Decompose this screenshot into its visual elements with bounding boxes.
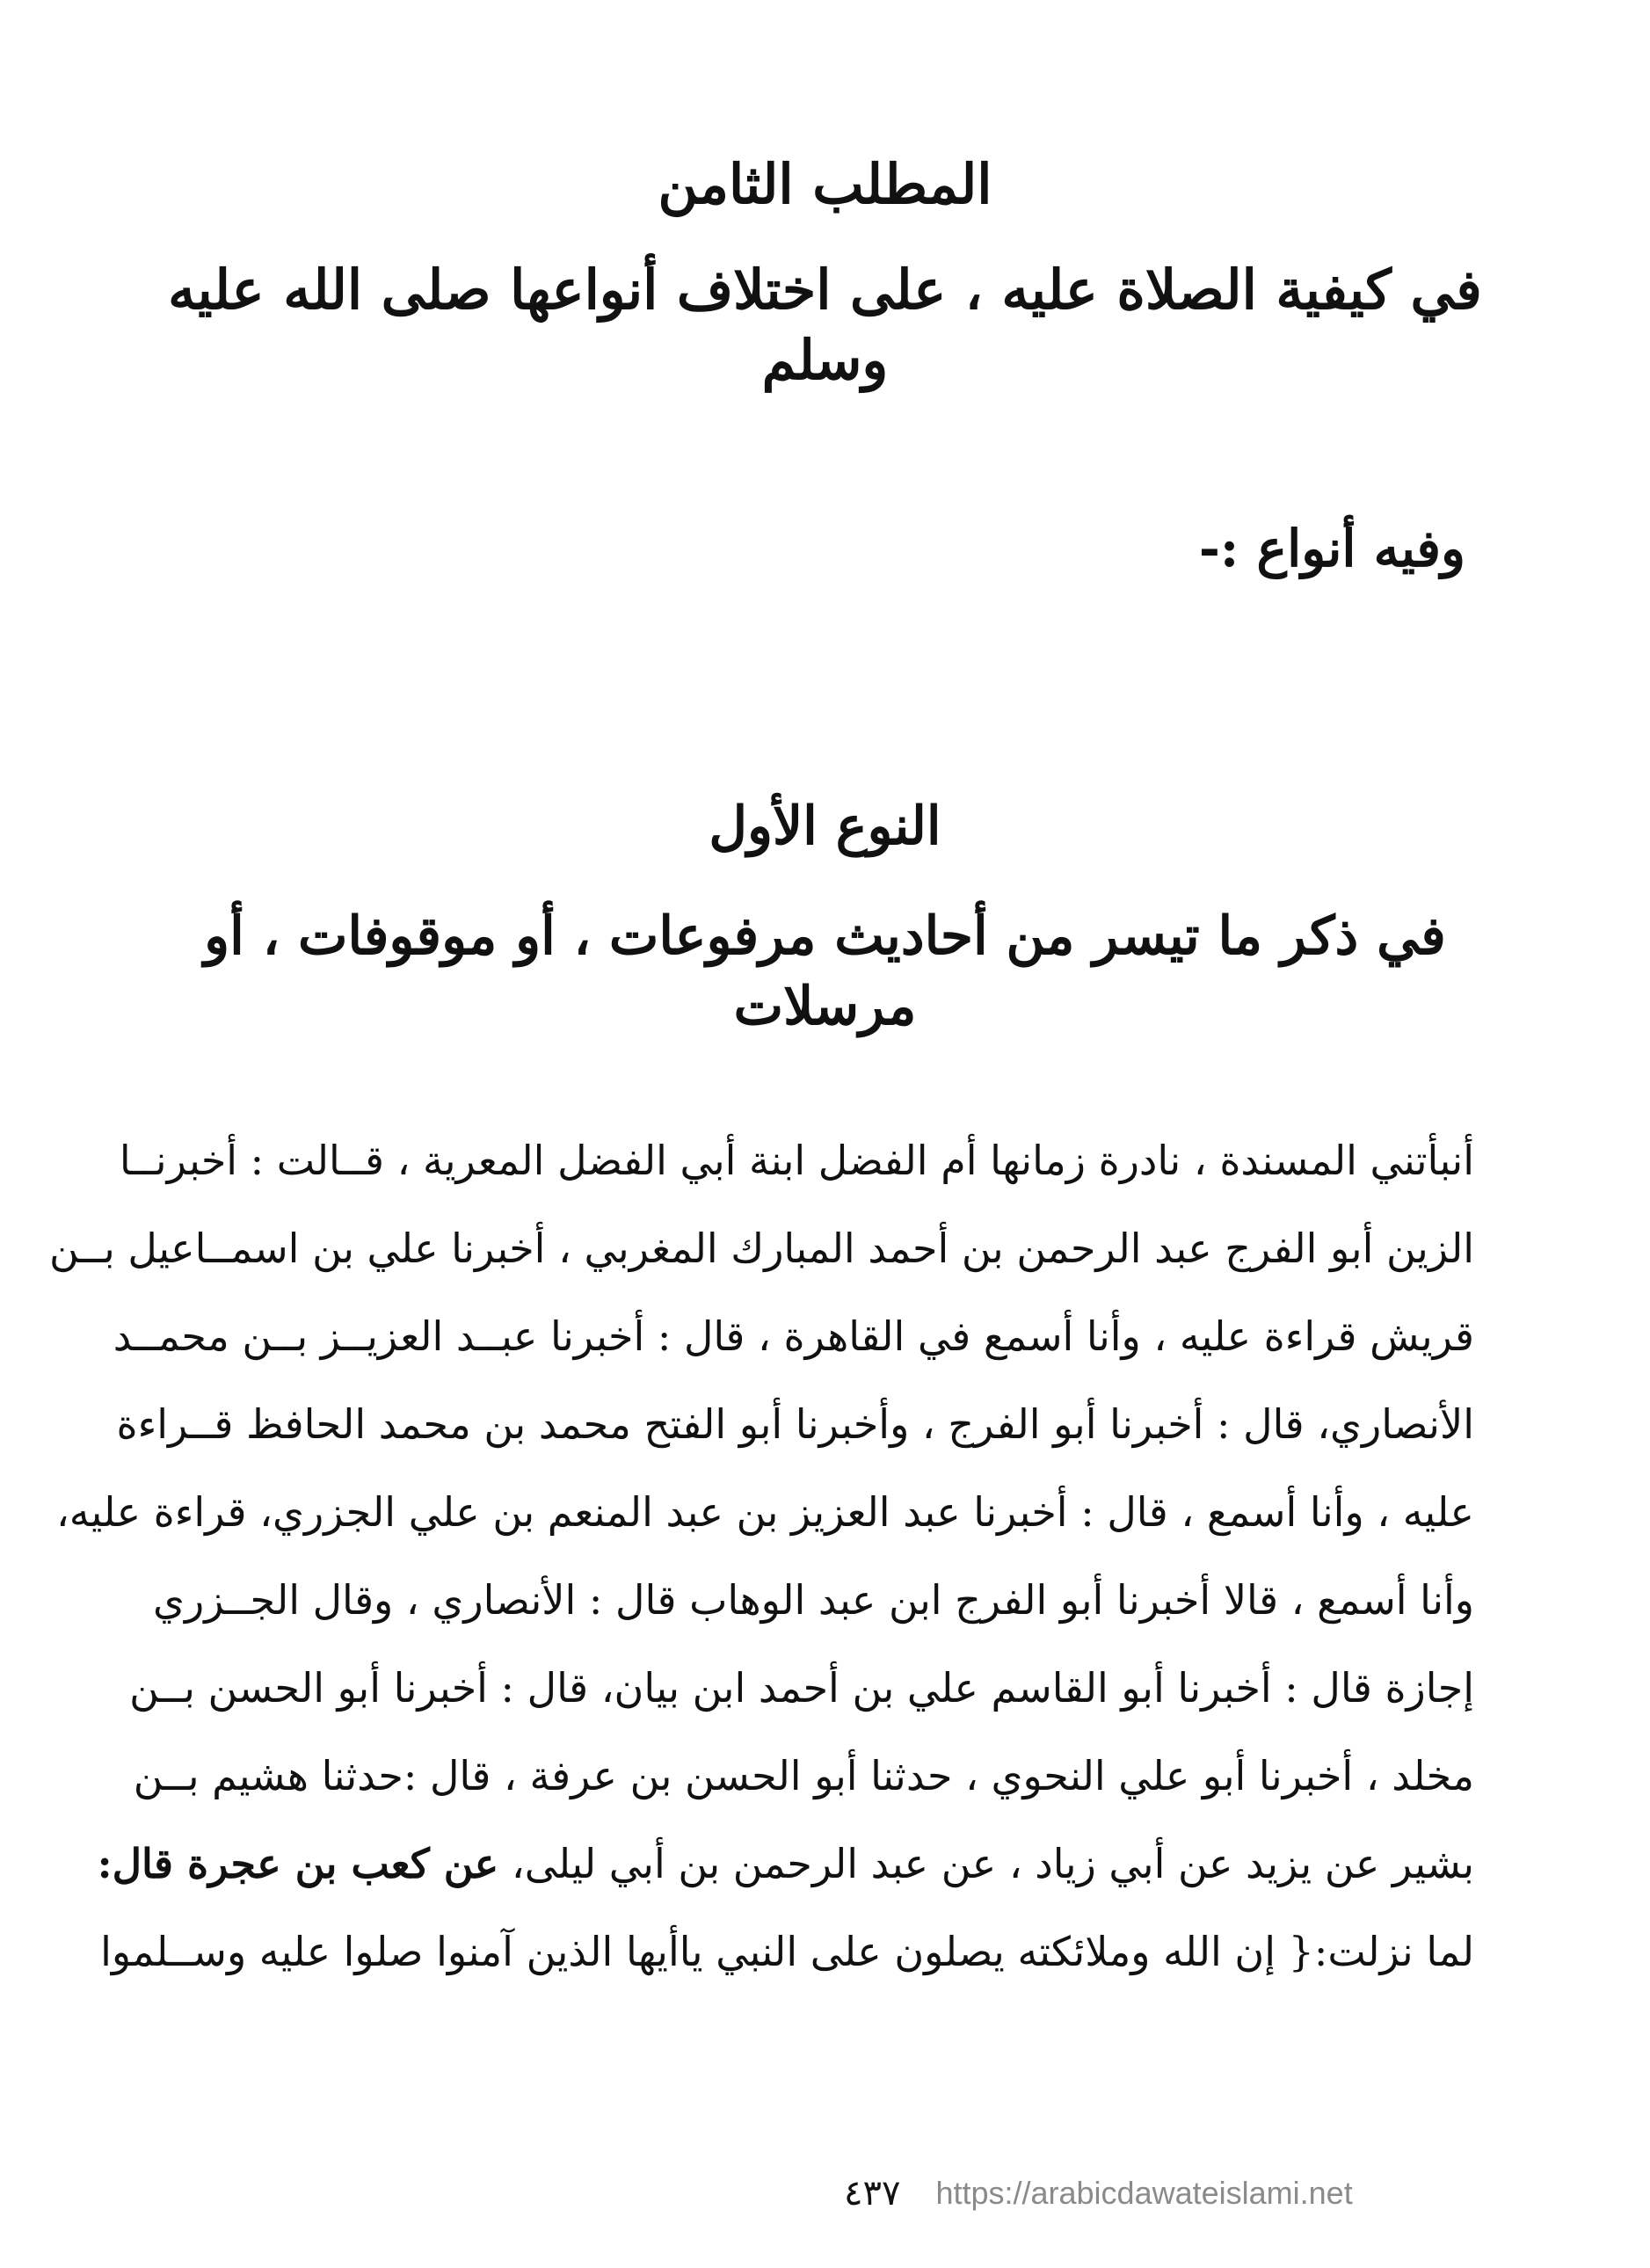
- type-one-title: النوع الأول: [709, 796, 941, 857]
- body-line-2: الزين أبو الفرج عبد الرحمن بن أحمد المبارك المغربي ، أخبرنا علي بن اسمــاعيل بــن: [49, 1225, 1474, 1272]
- body-line-9-bold-text: عن كعب بن عجرة قال:: [97, 1840, 499, 1887]
- watermark: https://arabicdawateislami.net: [935, 2175, 1353, 2211]
- body-line-1: أنبأتني المسندة ، نادرة زمانها أم الفضل ابنة أبي الفضل المعرية ، قــالت : أخبرنــا: [119, 1137, 1474, 1184]
- body-line-10: لما نزلت:{ إن الله وملائكته يصلون على النبي ياأيها الذين آمنوا صلوا عليه وســلموا: [100, 1928, 1474, 1975]
- body-line-4: الأنصاري، قال : أخبرنا أبو الفرج ، وأخبرنا أبو الفتح محمد بن محمد الحافظ قــراءة: [116, 1400, 1474, 1448]
- body-line-6: وأنا أسمع ، قالا أخبرنا أبو الفرج ابن عبد الوهاب قال : الأنصاري ، وقال الجــزري: [152, 1576, 1474, 1624]
- page-footer: [844, 2167, 1353, 2220]
- section-title: المطلب الثامن: [658, 152, 992, 216]
- body-line-5: عليه ، وأنا أسمع ، قال : أخبرنا عبد العزيز بن عبد المنعم بن علي الجزري، قراءة عليه،: [55, 1488, 1474, 1536]
- body-line-8: مخلد ، أخبرنا أبو علي النحوي ، حدثنا أبو الحسن بن عرفة ، قال :حدثنا هشيم بــن: [133, 1752, 1474, 1799]
- intro-text: وفيه أنواع :-: [1198, 519, 1465, 578]
- body-line-9: [97, 1820, 1474, 1908]
- section-subtitle: في كيفية الصلاة عليه ، على اختلاف أنواعها صلى الله عليه وسلم: [168, 258, 1482, 392]
- body-paragraph: [49, 1116, 1474, 1995]
- body-line-3: قريش قراءة عليه ، وأنا أسمع في القاهرة ، قال : أخبرنا عبــد العزيــز بــن محمــد: [113, 1312, 1474, 1360]
- page-number: ٤٣٧: [844, 2173, 901, 2213]
- body-line-9-text: بشير عن يزيد عن أبي زياد ، عن عبد الرحمن بن أبي ليلى،: [498, 1840, 1474, 1887]
- type-one-subtitle: في ذكر ما تيسر من أحاديث مرفوعات ، أو موقوفات ، أو مرسلات: [204, 905, 1446, 1037]
- body-line-7: إجازة قال : أخبرنا أبو القاسم علي بن أحمد ابن بيان، قال : أخبرنا أبو الحسن بــن: [129, 1664, 1474, 1712]
